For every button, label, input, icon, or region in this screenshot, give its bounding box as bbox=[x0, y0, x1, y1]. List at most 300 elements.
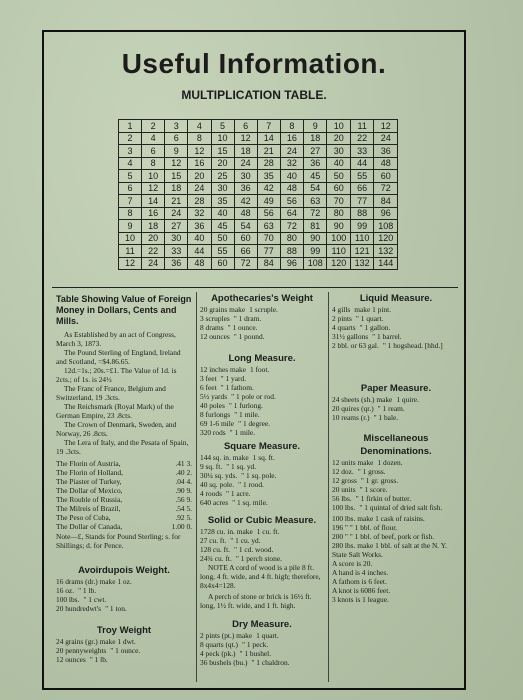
mult-cell: 16 bbox=[188, 157, 211, 170]
mult-cell: 28 bbox=[257, 157, 280, 170]
measure-equivalent: " 1 mile. bbox=[234, 410, 260, 419]
measure-row bbox=[56, 637, 192, 646]
measure-row bbox=[200, 365, 324, 374]
currency-rate-row bbox=[56, 486, 192, 495]
currency-name: The Florin of Austria, bbox=[56, 459, 121, 468]
measure-equivalent: " 1 fathom. bbox=[220, 383, 254, 392]
measure-quantity: 40 sq. pole. bbox=[200, 480, 235, 489]
measure-equivalent: " 1 barrel. bbox=[372, 332, 402, 341]
mult-cell: 14 bbox=[257, 132, 280, 145]
mult-cell: 10 bbox=[119, 232, 142, 245]
measure-row bbox=[200, 462, 324, 471]
mult-cell: 77 bbox=[257, 245, 280, 258]
apothecaries-title: Apothecaries's Weight bbox=[211, 293, 313, 304]
mult-cell: 5 bbox=[211, 120, 234, 133]
measure-row bbox=[332, 323, 460, 332]
mult-cell: 8 bbox=[280, 120, 303, 133]
measure-quantity: 16 drams (dr.) make 1 oz. bbox=[56, 577, 132, 586]
page-title: Useful Information. bbox=[121, 48, 387, 79]
currency-rate-row bbox=[56, 459, 192, 468]
measure-quantity: 4 roods bbox=[200, 489, 222, 498]
measure-quantity: 3 feet bbox=[200, 374, 217, 383]
mult-cell: 20 bbox=[188, 170, 211, 183]
measure-quantity: 16 oz. bbox=[56, 586, 75, 595]
mult-row bbox=[119, 195, 398, 208]
mult-cell: 54 bbox=[234, 220, 257, 233]
misc-line: 196 " " 1 bbl. of flour. bbox=[332, 523, 398, 532]
mult-cell: 50 bbox=[211, 232, 234, 245]
mult-cell: 9 bbox=[119, 220, 142, 233]
mult-cell: 144 bbox=[374, 257, 398, 270]
measure-quantity: 4 gills bbox=[332, 305, 351, 314]
foreign-money-rates bbox=[56, 459, 192, 531]
measure-equivalent: 1 cu. ft. bbox=[256, 527, 280, 536]
mult-cell: 100 bbox=[327, 232, 350, 245]
mult-cell: 30 bbox=[165, 232, 188, 245]
mult-cell: 5 bbox=[119, 170, 142, 183]
cubic-measure-rows bbox=[200, 527, 324, 563]
mult-cell: 70 bbox=[327, 195, 350, 208]
misc-line: 280 lbs. make 1 bbl. of salt at the N. Y. State Salt Works. bbox=[332, 541, 447, 559]
measure-row bbox=[332, 413, 460, 422]
misc-line: 200 " " 1 bbl. of beef, pork or fish. bbox=[332, 532, 435, 541]
measure-quantity: 2 pints (pt.) make bbox=[200, 631, 253, 640]
misc-line: A score is 20. bbox=[332, 559, 373, 568]
measure-row bbox=[200, 658, 324, 667]
mult-cell: 21 bbox=[165, 195, 188, 208]
mult-cell: 132 bbox=[374, 245, 398, 258]
mult-cell: 33 bbox=[165, 245, 188, 258]
mult-cell: 7 bbox=[257, 120, 280, 133]
mult-cell: 63 bbox=[304, 195, 327, 208]
measure-row bbox=[200, 314, 324, 323]
cubic-measure-title: Solid or Cubic Measure. bbox=[207, 515, 317, 526]
measure-equivalent: " 1 ounce. bbox=[110, 646, 141, 655]
mult-cell: 4 bbox=[142, 132, 165, 145]
troy-section bbox=[56, 624, 192, 664]
mult-cell: 10 bbox=[327, 120, 350, 133]
measure-equivalent: " 1 quart. bbox=[355, 314, 384, 323]
currency-rate-row bbox=[56, 522, 192, 531]
mult-cell: 60 bbox=[327, 182, 350, 195]
measure-equivalent: " 1 bushel. bbox=[239, 649, 272, 658]
square-measure-rows bbox=[200, 453, 324, 507]
mult-cell: 8 bbox=[188, 132, 211, 145]
mult-cell: 12 bbox=[142, 182, 165, 195]
avoirdupois-section bbox=[56, 564, 192, 613]
mult-cell: 66 bbox=[234, 245, 257, 258]
mult-cell: 48 bbox=[234, 207, 257, 220]
square-measure-section bbox=[200, 440, 324, 507]
avoirdupois-rows bbox=[56, 577, 192, 613]
mult-cell: 72 bbox=[304, 207, 327, 220]
measure-equivalent: " 1 cu. yd. bbox=[230, 536, 261, 545]
measure-row bbox=[332, 305, 460, 314]
mult-cell: 36 bbox=[188, 220, 211, 233]
mult-cell: 2 bbox=[142, 120, 165, 133]
mult-cell: 96 bbox=[374, 207, 398, 220]
currency-paragraph: The Lera of Italy, and the Pesata of Spain, 19 .3cts. bbox=[56, 438, 189, 456]
measure-equivalent: " 1 acre. bbox=[225, 489, 251, 498]
measure-row bbox=[200, 536, 324, 545]
mult-row bbox=[119, 182, 398, 195]
measure-equivalent: " 1 ream. bbox=[377, 404, 405, 413]
mult-cell: 40 bbox=[280, 170, 303, 183]
mult-cell: 110 bbox=[327, 245, 350, 258]
mult-cell: 6 bbox=[165, 132, 188, 145]
mult-row bbox=[119, 132, 398, 145]
mult-cell: 55 bbox=[211, 245, 234, 258]
misc-line: A hand is 4 inches. bbox=[332, 568, 389, 577]
measure-row bbox=[200, 374, 324, 383]
mult-cell: 55 bbox=[350, 170, 373, 183]
mult-cell: 66 bbox=[350, 182, 373, 195]
measure-equivalent: " 1 furlong. bbox=[228, 401, 263, 410]
cubic-measure-section bbox=[200, 514, 324, 610]
mult-cell: 6 bbox=[119, 182, 142, 195]
mult-cell: 18 bbox=[165, 182, 188, 195]
cord-note: NOTE A cord of wood is a pile 8 ft. long, 4 ft. wide, and 4 ft. high; therefore, 8x4x4=128. bbox=[200, 563, 321, 590]
measure-row bbox=[200, 410, 324, 419]
measure-row bbox=[56, 595, 192, 604]
measure-row bbox=[200, 649, 324, 658]
mult-cell: 18 bbox=[234, 145, 257, 158]
currency-value: .92 5. bbox=[175, 513, 192, 522]
measure-equivalent: " 1 ton. bbox=[105, 604, 127, 613]
measure-equivalent: " 1 rood. bbox=[238, 480, 264, 489]
measure-row bbox=[200, 471, 324, 480]
currency-name: The Rouble of Russia, bbox=[56, 495, 123, 504]
mult-cell: 6 bbox=[142, 145, 165, 158]
troy-rows bbox=[56, 637, 192, 664]
misc-rows bbox=[332, 458, 460, 512]
measure-quantity: 4 peck (pk.) bbox=[200, 649, 236, 658]
measure-equivalent: " 1 sq. mile. bbox=[232, 498, 268, 507]
mult-cell: 45 bbox=[211, 220, 234, 233]
currency-value: .04 4. bbox=[175, 477, 192, 486]
mult-cell: 44 bbox=[350, 157, 373, 170]
mult-cell: 99 bbox=[350, 220, 373, 233]
measure-row bbox=[200, 392, 324, 401]
mult-cell: 88 bbox=[350, 207, 373, 220]
measure-row bbox=[56, 586, 192, 595]
currency-paragraph: As Established by an act of Congress, March 3, 1873. bbox=[56, 330, 176, 348]
mult-cell: 12 bbox=[188, 145, 211, 158]
paper-measure-title: Paper Measure. bbox=[360, 383, 432, 394]
paper-measure-rows bbox=[332, 395, 460, 422]
mult-cell: 108 bbox=[304, 257, 327, 270]
mult-cell: 40 bbox=[327, 157, 350, 170]
mult-cell: 27 bbox=[165, 220, 188, 233]
mult-cell: 77 bbox=[350, 195, 373, 208]
measure-equivalent: " 1 sq. yd. bbox=[226, 462, 257, 471]
mult-cell: 2 bbox=[119, 132, 142, 145]
measure-equivalent: " 1 gross. bbox=[357, 467, 386, 476]
measure-quantity: 128 cu. ft. bbox=[200, 545, 230, 554]
measure-equivalent: " 1 sq. pole. bbox=[241, 471, 277, 480]
mult-cell: 12 bbox=[234, 132, 257, 145]
mult-cell: 54 bbox=[304, 182, 327, 195]
mult-row bbox=[119, 170, 398, 183]
measure-equivalent: " 1 cd. wood. bbox=[233, 545, 274, 554]
mult-cell: 120 bbox=[374, 232, 398, 245]
mult-cell: 11 bbox=[350, 120, 373, 133]
currency-name: The Dollar of Canada, bbox=[56, 522, 123, 531]
measure-equivalent: 1 dozen. bbox=[377, 458, 403, 467]
avoirdupois-title: Avoirdupois Weight. bbox=[78, 565, 170, 576]
measure-row bbox=[332, 467, 460, 476]
mult-row bbox=[119, 157, 398, 170]
mult-cell: 72 bbox=[234, 257, 257, 270]
mult-row bbox=[119, 257, 398, 270]
measure-quantity: 2 bbl. or 63 gal. bbox=[332, 341, 379, 350]
mult-cell: 110 bbox=[350, 232, 373, 245]
mult-cell: 18 bbox=[142, 220, 165, 233]
measure-row bbox=[56, 646, 192, 655]
measure-row bbox=[332, 503, 460, 512]
mult-cell: 48 bbox=[188, 257, 211, 270]
mult-cell: 30 bbox=[211, 182, 234, 195]
table-subtitle: MULTIPLICATION TABLE. bbox=[181, 88, 327, 102]
mult-cell: 48 bbox=[280, 182, 303, 195]
measure-quantity: 12 ounces bbox=[200, 332, 230, 341]
long-measure-section bbox=[200, 352, 324, 437]
mult-cell: 36 bbox=[374, 145, 398, 158]
mult-cell: 30 bbox=[234, 170, 257, 183]
measure-quantity: 69 1-6 mile bbox=[200, 419, 235, 428]
paper-measure-section bbox=[332, 382, 460, 422]
mult-cell: 24 bbox=[188, 182, 211, 195]
measure-equivalent: 1 quire. bbox=[396, 395, 419, 404]
measure-row bbox=[332, 332, 460, 341]
measure-quantity: 8 quarts (qt.) bbox=[200, 640, 238, 649]
measure-equivalent: " 1 bale. bbox=[373, 413, 399, 422]
mult-cell: 3 bbox=[119, 145, 142, 158]
mult-cell: 42 bbox=[257, 182, 280, 195]
measure-row bbox=[200, 498, 324, 507]
measure-quantity: 56 lbs. bbox=[332, 494, 352, 503]
column-divider-right bbox=[328, 292, 329, 682]
mult-cell: 56 bbox=[280, 195, 303, 208]
mult-cell: 20 bbox=[142, 232, 165, 245]
apothecaries-rows bbox=[200, 305, 324, 341]
measure-equivalent: 1 quart. bbox=[256, 631, 279, 640]
dry-measure-title: Dry Measure. bbox=[232, 619, 292, 630]
mult-cell: 4 bbox=[119, 157, 142, 170]
multiplication-table bbox=[118, 119, 398, 270]
measure-quantity: 1728 cu. in. make bbox=[200, 527, 253, 536]
mult-cell: 32 bbox=[280, 157, 303, 170]
currency-name: The Milreis of Brazil, bbox=[56, 504, 121, 513]
mult-cell: 45 bbox=[304, 170, 327, 183]
mult-cell: 7 bbox=[119, 195, 142, 208]
mult-cell: 1 bbox=[119, 120, 142, 133]
mult-cell: 56 bbox=[257, 207, 280, 220]
liquid-measure-section bbox=[332, 292, 460, 350]
mult-cell: 108 bbox=[374, 220, 398, 233]
measure-equivalent: " 1 gallon. bbox=[359, 323, 391, 332]
measure-row bbox=[332, 395, 460, 404]
measure-row bbox=[200, 545, 324, 554]
mult-row bbox=[119, 220, 398, 233]
mult-cell: 48 bbox=[374, 157, 398, 170]
mult-cell: 25 bbox=[211, 170, 234, 183]
divider-top bbox=[52, 287, 458, 288]
mult-cell: 121 bbox=[350, 245, 373, 258]
measure-quantity: 20 units bbox=[332, 485, 356, 494]
mult-cell: 15 bbox=[211, 145, 234, 158]
measure-equivalent: " 1 gr. gross. bbox=[360, 476, 399, 485]
measure-equivalent: " 1 score. bbox=[359, 485, 388, 494]
foreign-money-note: Note—£, Stands for Pound Sterling; s. for Shillings; d. for Pence. bbox=[56, 532, 181, 550]
measure-row bbox=[332, 404, 460, 413]
currency-value: .40 2. bbox=[175, 468, 192, 477]
misc-line: 3 knots is 1 league. bbox=[332, 595, 389, 604]
measure-row bbox=[200, 305, 324, 314]
measure-quantity: 4 quarts bbox=[332, 323, 356, 332]
measure-quantity: 100 lbs. bbox=[56, 595, 80, 604]
mult-cell: 9 bbox=[165, 145, 188, 158]
currency-value: .56 9. bbox=[175, 495, 192, 504]
measure-quantity: 2 pints bbox=[332, 314, 352, 323]
mult-cell: 24 bbox=[374, 132, 398, 145]
mult-cell: 72 bbox=[374, 182, 398, 195]
mult-cell: 35 bbox=[211, 195, 234, 208]
mult-cell: 3 bbox=[165, 120, 188, 133]
measure-row bbox=[332, 458, 460, 467]
mult-cell: 70 bbox=[257, 232, 280, 245]
mult-cell: 63 bbox=[257, 220, 280, 233]
measure-quantity: 640 acres bbox=[200, 498, 229, 507]
mult-cell: 36 bbox=[304, 157, 327, 170]
measure-quantity: 24¾ cu. ft. bbox=[200, 554, 232, 563]
measure-equivalent: " 1 mile. bbox=[229, 428, 256, 437]
mult-cell: 90 bbox=[327, 220, 350, 233]
mult-row bbox=[119, 120, 398, 133]
mult-cell: 120 bbox=[327, 257, 350, 270]
measure-row bbox=[200, 428, 324, 437]
currency-paragraph: The Reichsmark (Royal Mark) of the German Empire, 23 .8cts. bbox=[56, 402, 174, 420]
measure-quantity: 12 gross bbox=[332, 476, 357, 485]
mult-cell: 32 bbox=[188, 207, 211, 220]
measure-quantity: 8 drams bbox=[200, 323, 224, 332]
currency-rate-row bbox=[56, 495, 192, 504]
currency-name: The Dollar of Mexico, bbox=[56, 486, 123, 495]
measure-equivalent: " 1 pole or rod. bbox=[231, 392, 276, 401]
measure-row bbox=[200, 489, 324, 498]
mult-cell: 18 bbox=[304, 132, 327, 145]
dry-measure-rows bbox=[200, 631, 324, 667]
mult-cell: 50 bbox=[327, 170, 350, 183]
measure-quantity: 5½ yards bbox=[200, 392, 228, 401]
mult-cell: 96 bbox=[280, 257, 303, 270]
mult-cell: 99 bbox=[304, 245, 327, 258]
mult-cell: 80 bbox=[280, 232, 303, 245]
mult-cell: 11 bbox=[119, 245, 142, 258]
mult-cell: 8 bbox=[142, 157, 165, 170]
measure-row bbox=[332, 314, 460, 323]
currency-name: The Peso of Cuba, bbox=[56, 513, 111, 522]
measure-quantity: 20 grains make bbox=[200, 305, 246, 314]
measure-equivalent: " 1 cwt. bbox=[83, 595, 107, 604]
mult-row bbox=[119, 245, 398, 258]
column-divider-left bbox=[196, 292, 197, 682]
mult-cell: 35 bbox=[257, 170, 280, 183]
measure-row bbox=[332, 485, 460, 494]
mult-cell: 24 bbox=[165, 207, 188, 220]
measure-quantity: 27 cu. ft. bbox=[200, 536, 227, 545]
measure-quantity: 3 scruples bbox=[200, 314, 230, 323]
mult-cell: 20 bbox=[327, 132, 350, 145]
foreign-money-title: Table Showing Value of Foreign Money in Dollars, Cents and Mills. bbox=[56, 294, 192, 326]
mult-cell: 80 bbox=[327, 207, 350, 220]
misc-lines bbox=[332, 514, 460, 604]
mult-cell: 84 bbox=[374, 195, 398, 208]
measure-equivalent: " 1 firkin of butter. bbox=[355, 494, 412, 503]
mult-cell: 8 bbox=[119, 207, 142, 220]
mult-cell: 36 bbox=[234, 182, 257, 195]
measure-row bbox=[200, 554, 324, 563]
mult-cell: 42 bbox=[234, 195, 257, 208]
mult-cell: 40 bbox=[211, 207, 234, 220]
currency-name: The Florin of Holland, bbox=[56, 468, 123, 477]
measure-quantity: 100 lbs. bbox=[332, 503, 356, 512]
mult-cell: 20 bbox=[211, 157, 234, 170]
mult-cell: 12 bbox=[165, 157, 188, 170]
measure-quantity: 10 reams (r.) bbox=[332, 413, 370, 422]
currency-paragraph: The Pound Sterling of England, Ireland and Scotland, =$4.86.65. bbox=[56, 348, 181, 366]
mult-cell: 64 bbox=[280, 207, 303, 220]
measure-row bbox=[56, 577, 192, 586]
currency-rate-row bbox=[56, 477, 192, 486]
mult-cell: 60 bbox=[374, 170, 398, 183]
misc-line: 100 lbs. make 1 cask of raisins. bbox=[332, 514, 425, 523]
mult-cell: 24 bbox=[234, 157, 257, 170]
measure-row bbox=[200, 383, 324, 392]
currency-rate-row bbox=[56, 513, 192, 522]
measure-equivalent: " 1 ounce. bbox=[227, 323, 258, 332]
currency-rate-row bbox=[56, 468, 192, 477]
measure-equivalent: " 1 lb. bbox=[89, 655, 108, 664]
square-measure-title: Square Measure. bbox=[223, 441, 301, 452]
measure-equivalent: " 1 chaldron. bbox=[251, 658, 290, 667]
measure-row bbox=[200, 323, 324, 332]
mult-cell: 44 bbox=[188, 245, 211, 258]
foreign-money-section bbox=[56, 294, 192, 550]
mult-cell: 21 bbox=[257, 145, 280, 158]
dry-measure-section bbox=[200, 618, 324, 667]
currency-paragraph: 12d.=1s.; 20s.=£1. The Value of 1d. is 2cts.; of 1s. is 24½ bbox=[56, 366, 177, 384]
measure-quantity: 31½ gallons bbox=[332, 332, 369, 341]
misc-section bbox=[332, 432, 460, 604]
mult-cell: 9 bbox=[304, 120, 327, 133]
mult-cell: 12 bbox=[119, 257, 142, 270]
measure-quantity: 20 pennyweights bbox=[56, 646, 107, 655]
measure-equivalent: " 1 dram. bbox=[233, 314, 262, 323]
misc-title: Miscellaneous Denominations. bbox=[360, 433, 432, 457]
liquid-measure-rows bbox=[332, 305, 460, 350]
measure-equivalent: 1 scruple. bbox=[249, 305, 278, 314]
mult-row bbox=[119, 232, 398, 245]
measure-quantity: 36 bushels (bu.) bbox=[200, 658, 248, 667]
measure-quantity: 12 ounces bbox=[56, 655, 86, 664]
measure-quantity: 40 poles bbox=[200, 401, 225, 410]
measure-equivalent: " 1 degree. bbox=[238, 419, 271, 428]
mult-cell: 12 bbox=[374, 120, 398, 133]
currency-value: .54 5. bbox=[175, 504, 192, 513]
currency-rate-row bbox=[56, 504, 192, 513]
measure-quantity: 24 sheets (sh.) make bbox=[332, 395, 393, 404]
